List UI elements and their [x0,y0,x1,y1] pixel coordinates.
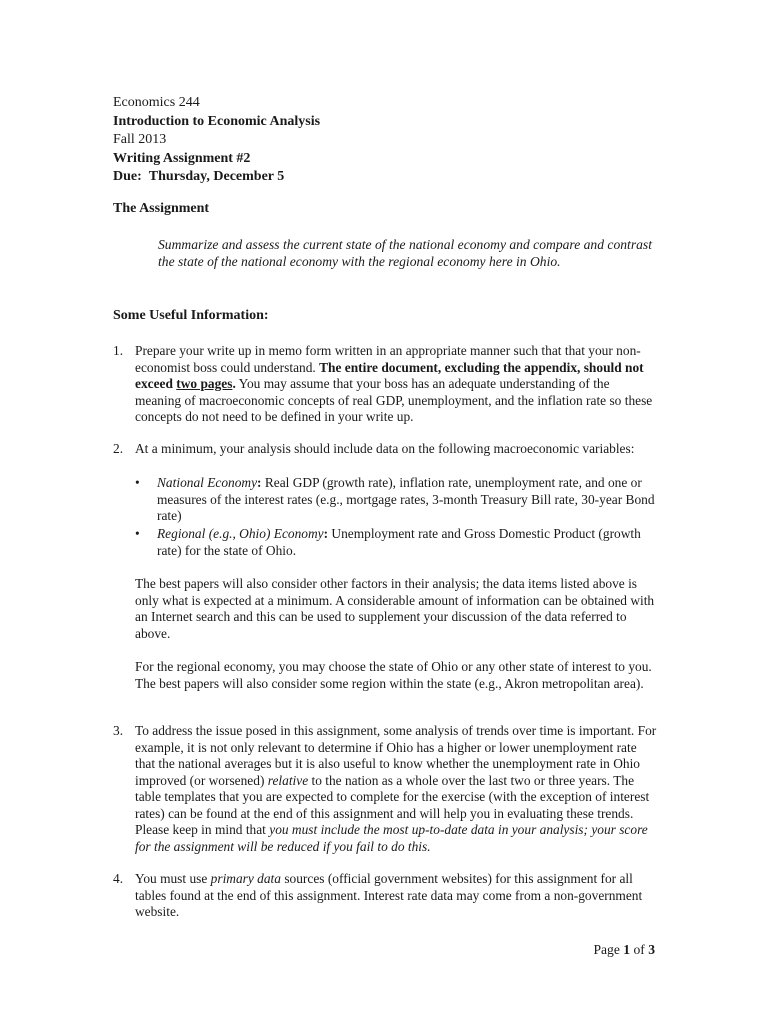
page-number: 1 [623,942,631,957]
course-title: Introduction to Economic Analysis [113,113,321,129]
item-text: You may assume that your boss has an adequate understanding of the meaning of macroeconomic concepts of real GDP, unemployment, and the inflation rate so these concepts do not need to be defined in your write up. [135,376,653,424]
assignment-title: Writing Assignment #2 [113,150,251,166]
item-italic-text: relative [267,772,309,788]
bullet-dot-icon: • [135,526,140,541]
bullet-colon: : [257,475,262,490]
bullet-colon: : [323,526,329,541]
item-text: to the nation as a whole over the last two or three years. The table templates that you are expected to complete for the exercise (with the exception of interest rates) can be found at the end of this assignment and will help you in evaluating these trends. Please keep in mind that [135,772,650,837]
page-total: 3 [648,942,655,957]
bullet-body: Real GDP (growth rate), inflation rate, unemployment rate, and one or measures of the interest rates (e.g., mortgage rates, 3-month Treasury Bill rate, 30-year Bond rate) [157,475,655,523]
section-heading-assignment: The Assignment [113,201,210,216]
item-text: To address the issue posed in this assignment, some analysis of trends over time is important. For example, it is not only relevant to determine if Ohio has a higher or lower unemployment rate that the national averages but it is also useful to know whether the unemployment rate in Ohio improved (or worsened) [135,723,657,788]
paragraph-best-papers: The best papers will also consider other factors in their analysis; the data items listed above is only what is expected at a minimum. A considerable amount of information can be obtained with an Internet search and this can be used to supplement your discussion of the data referred to above. [135,576,655,641]
page-of-label: of [630,942,649,957]
section-heading-useful-info: Some Useful Information: [113,308,269,323]
list-number: 2. [113,441,124,456]
item-italic-text: primary data [210,871,281,886]
bullet-regional-economy [135,526,657,559]
list-item-1 [113,343,658,426]
list-item-3 [113,723,658,855]
bullet-text [157,526,657,559]
list-item-body [135,871,658,921]
list-item-body [135,343,658,426]
item-text: You must use [135,871,211,886]
bullet-text [157,475,657,525]
document-header [113,94,320,187]
bullet-label: National Economy [157,475,258,490]
paragraph-regional-economy: For the regional economy, you may choose the state of Ohio or any other state of interest to you. The best papers will also consider some region within the state (e.g., Akron metropolitan area). [135,659,652,691]
list-number: 4. [113,871,124,886]
list-number: 1. [113,343,124,358]
page-number-footer [593,942,655,959]
item-underlined-text: two pages [176,376,233,391]
bullet-label: Regional (e.g., Ohio) Economy [157,526,324,541]
course-code: Economics 244 [113,95,200,110]
list-number: 3. [113,723,124,738]
list-item-4 [113,871,658,921]
term: Fall 2013 [113,132,167,147]
item-text: Prepare your write up in memo form written in an appropriate manner such that that your non-economist boss could understand. [135,343,641,375]
bullet-national-economy [135,475,657,525]
due-label: Due: [113,169,142,184]
list-item-2 [113,441,658,458]
assignment-prompt: Summarize and assess the current state of the national economy and compare and contrast the state of the national economy with the regional economy here in Ohio. [158,237,652,269]
bullet-body: Unemployment rate and Gross Domestic Product (growth rate) for the state of Ohio. [157,526,641,558]
page-label: Page [593,942,624,957]
list-item-body: At a minimum, your analysis should include data on the following macroeconomic variables: [135,441,635,456]
due-line [113,168,320,187]
item-italic-text: you must include the most up-to-date data in your analysis; your score for the assignment will be reduced if you fail to do this. [135,822,648,854]
item-bold-text: . [232,376,236,391]
list-item-body [135,723,658,855]
item-text: sources (official government websites) for this assignment for all tables found at the end of this assignment. Interest rate data may come from a non-government website. [135,871,643,919]
due-date: Thursday, December 5 [148,169,285,184]
item-bold-text: The entire document, excluding the appendix, should not exceed [135,359,644,391]
bullet-dot-icon: • [135,475,140,490]
